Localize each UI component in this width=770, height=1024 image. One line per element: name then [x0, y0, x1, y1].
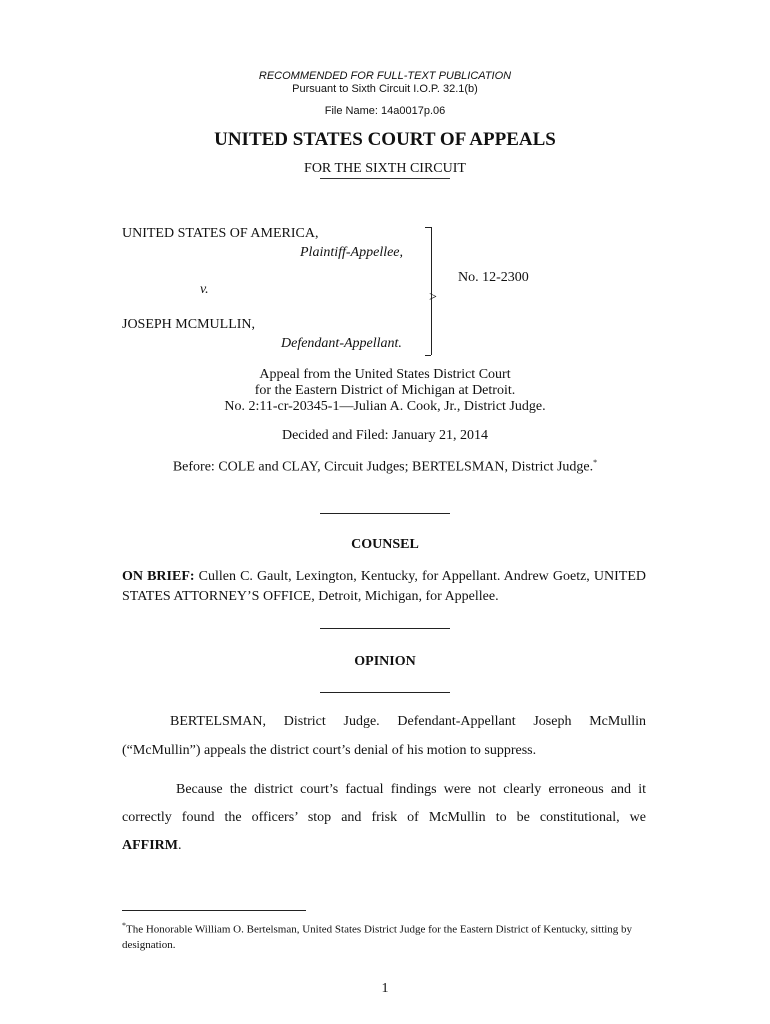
- appeal-line-2: for the Eastern District of Michigan at Detroit.: [254, 383, 516, 398]
- appeal-line-3: No. 2:11-cr-20345-1—Julian A. Cook, Jr., District Judge.: [224, 399, 546, 414]
- circuit-name: FOR THE SIXTH CIRCUIT: [304, 161, 466, 176]
- pursuant-note: Pursuant to Sixth Circuit I.O.P. 32.1(b): [292, 83, 478, 95]
- opinion-p2-line1: Because the district court’s factual findings were not clearly erroneous and it: [176, 782, 646, 797]
- bracket-bottom-tick: [425, 355, 431, 356]
- file-name: File Name: 14a0017p.06: [324, 105, 446, 117]
- footnote-mark: *: [122, 921, 126, 930]
- footnote: [122, 918, 652, 953]
- opinion-p2-line2: correctly found the officers’ stop and frisk of McMullin to be constitutional, we: [122, 810, 646, 825]
- panel-judges-text: Before: COLE and CLAY, Circuit Judges; BERTELSMAN, District Judge.: [172, 459, 594, 475]
- counsel-paragraph: [122, 567, 646, 607]
- footnote-rule: [122, 910, 306, 911]
- plaintiff-name: UNITED STATES OF AMERICA,: [122, 226, 319, 241]
- opinion-p1-line2: (“McMullin”) appeals the district court’s denial of his motion to suppress.: [122, 743, 537, 758]
- court-title: UNITED STATES COURT OF APPEALS: [214, 129, 556, 150]
- defendant-name: JOSEPH MCMULLIN,: [122, 317, 256, 332]
- versus: v.: [200, 282, 209, 297]
- divider: [320, 178, 450, 179]
- counsel-text: Cullen C. Gault, Lexington, Kentucky, for Appellant. Andrew Goetz, UNITED STATES ATTORNEY’S OFFICE, Detroit, Michigan, for Appellee.: [122, 569, 647, 604]
- opinion-heading: OPINION: [354, 654, 416, 669]
- footnote-mark: *: [593, 458, 598, 467]
- defendant-role: Defendant-Appellant.: [281, 336, 402, 351]
- divider: [320, 628, 450, 629]
- bracket-top-tick: [425, 227, 431, 228]
- counsel-label: ON BRIEF:: [122, 569, 195, 584]
- period: .: [178, 838, 182, 853]
- divider: [320, 513, 450, 514]
- affirm-word: AFFIRM: [122, 838, 178, 853]
- appeal-line-1: Appeal from the United States District Court: [259, 367, 511, 382]
- opinion-p2-line3: [122, 838, 646, 854]
- publication-recommendation: RECOMMENDED FOR FULL-TEXT PUBLICATION: [258, 70, 512, 82]
- opinion-p1-line1: BERTELSMAN, District Judge. Defendant-Appellant Joseph McMullin: [170, 714, 646, 729]
- bracket-point: >: [429, 290, 437, 305]
- page-number: 1: [381, 981, 389, 996]
- case-number: No. 12-2300: [458, 270, 529, 285]
- plaintiff-role: Plaintiff-Appellee,: [300, 245, 404, 260]
- divider: [320, 692, 450, 693]
- counsel-heading: COUNSEL: [351, 537, 419, 552]
- decided-filed: Decided and Filed: January 21, 2014: [281, 428, 489, 443]
- panel-judges: [0, 458, 770, 476]
- footnote-text: The Honorable William O. Bertelsman, United States District Judge for the Eastern District of Kentucky, sitting by designation.: [122, 923, 633, 951]
